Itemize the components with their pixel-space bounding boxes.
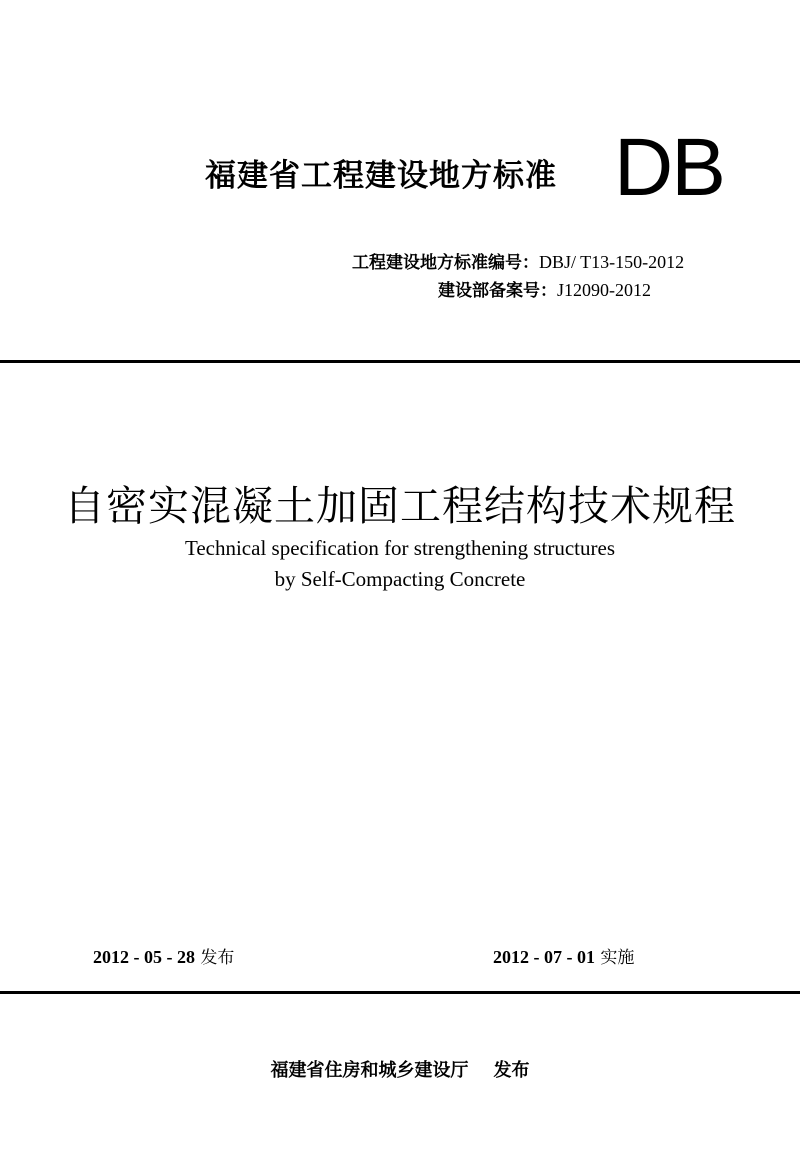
effective-date-row xyxy=(493,943,634,968)
bottom-divider xyxy=(0,991,800,994)
db-mark: DB xyxy=(614,122,724,213)
document-title-zh: 自密实混凝土加固工程结构技术规程 xyxy=(64,482,736,530)
standard-number-row xyxy=(352,248,684,273)
effective-label: 实施 xyxy=(600,948,635,968)
publisher-name: 福建省住房和城乡建设厅 xyxy=(270,1060,469,1081)
standard-number-label: 工程建设地方标准编号： xyxy=(352,253,539,273)
standard-category-title: 福建省工程建设地方标准 xyxy=(205,158,557,194)
document-title-en-line2: by Self-Compacting Concrete xyxy=(274,567,526,591)
record-number-label: 建设部备案号： xyxy=(438,281,557,301)
effective-date: 2012 - 07 - 01 xyxy=(493,947,595,967)
publisher-action: 发布 xyxy=(493,1060,530,1081)
top-divider xyxy=(0,360,800,363)
publish-date: 2012 - 05 - 28 xyxy=(93,947,195,967)
publish-label: 发布 xyxy=(200,948,235,968)
record-number-row xyxy=(438,276,651,301)
record-number-value: J12090-2012 xyxy=(557,280,651,300)
publish-date-row xyxy=(93,943,234,968)
standard-number-value: DBJ/ T13-150-2012 xyxy=(539,252,685,272)
document-title-en-line1: Technical specification for strengthening structures xyxy=(184,536,616,560)
publisher-line xyxy=(0,1056,800,1082)
